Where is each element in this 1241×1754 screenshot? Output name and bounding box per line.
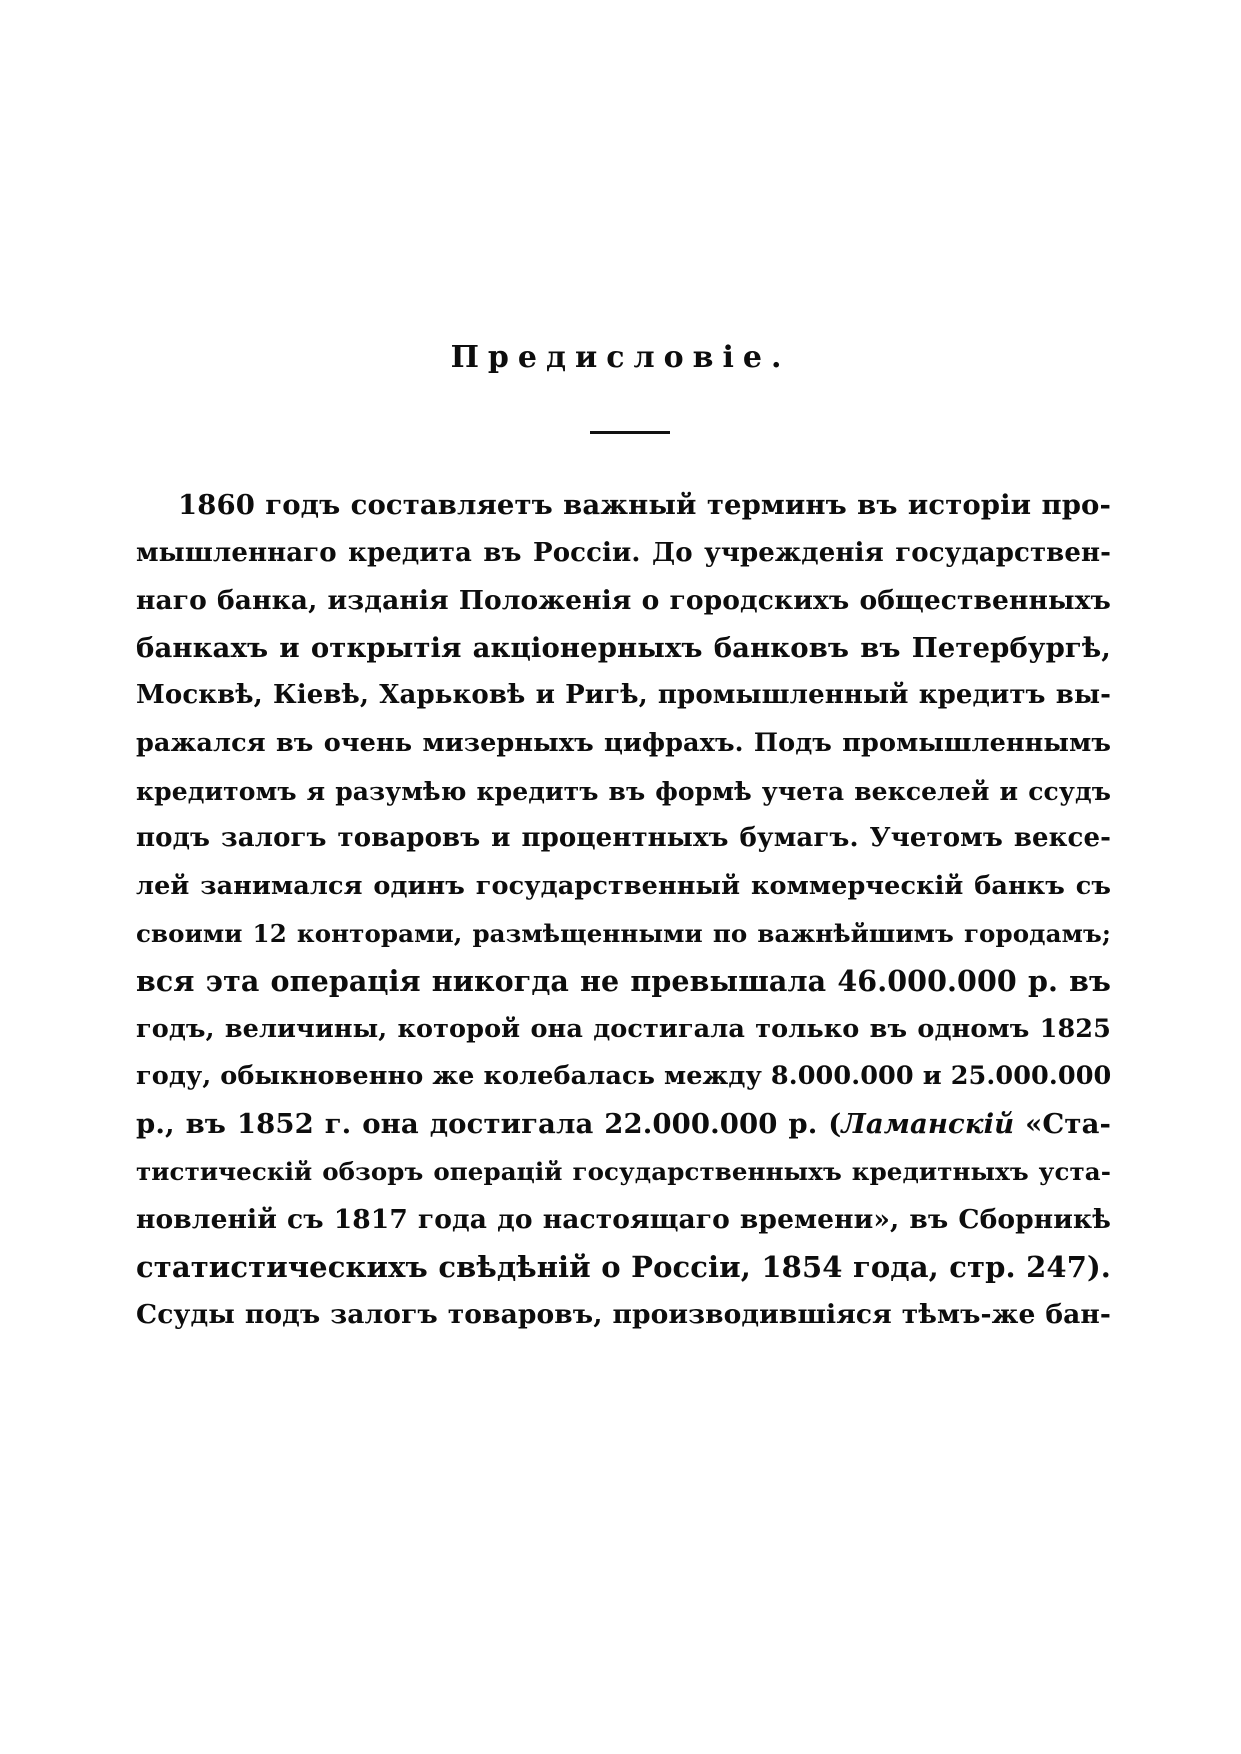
text-line: подъ залогъ товаровъ и процентныхъ бумагъ. Учетомъ вексе- [136, 823, 1111, 854]
preface-paragraph [136, 482, 1111, 1339]
text-line: статистическихъ свѣдѣній о Россіи, 1854 года, стр. 247). [136, 1249, 1111, 1284]
text-line-with-citation [136, 1101, 1111, 1149]
text-line: Москвѣ, Кіевѣ, Харьковѣ и Ригѣ, промышленный кредитъ вы- [136, 680, 1111, 711]
text-line: мышленнаго кредита въ Россіи. До учрежденія государствен- [136, 537, 1111, 568]
heading-divider [590, 431, 670, 434]
text-line: лей занимался одинъ государственный коммерческій банкъ съ [136, 870, 1111, 901]
text-line: банкахъ и открытія акціонерныхъ банковъ въ Петербургѣ, [136, 631, 1111, 664]
text-line: кредитомъ я разумѣю кредитъ въ формѣ учета векселей и ссудъ [136, 776, 1111, 806]
text-line: ражался въ очень мизерныхъ цифрахъ. Подъ промышленнымъ [136, 727, 1111, 758]
page-heading: Предисловіе. [450, 340, 791, 375]
text-line: тистическій обзоръ операцій государственныхъ кредитныхъ уста- [136, 1157, 1111, 1187]
text-line: наго банка, изданія Положенія о городскихъ общественныхъ [136, 585, 1111, 617]
text-line: своими 12 конторами, размѣщенными по важнѣйшимъ городамъ; [136, 919, 1111, 949]
text-line: вся эта операція никогда не превышала 46.000.000 р. въ [136, 963, 1111, 998]
text-fragment: р., въ 1852 г. она достигала 22.000.000 р. ( [136, 1107, 842, 1140]
text-line: Ссуды подъ залогъ товаровъ, производившіяся тѣмъ-же бан- [136, 1299, 1111, 1331]
text-line: годъ, величины, которой она достигала только въ одномъ 1825 [136, 1013, 1111, 1044]
cited-author: Ламанскій [841, 1107, 1015, 1140]
text-line: 1860 годъ составляетъ важный терминъ въ исторіи про- [178, 489, 1111, 521]
text-line: году, обыкновенно же колебалась между 8.000.000 и 25.000.000 [136, 1061, 1112, 1092]
text-line: новленій съ 1817 года до настоящаго времени», въ Сборникѣ [136, 1203, 1111, 1235]
text-fragment: «Ста- [1014, 1107, 1111, 1140]
